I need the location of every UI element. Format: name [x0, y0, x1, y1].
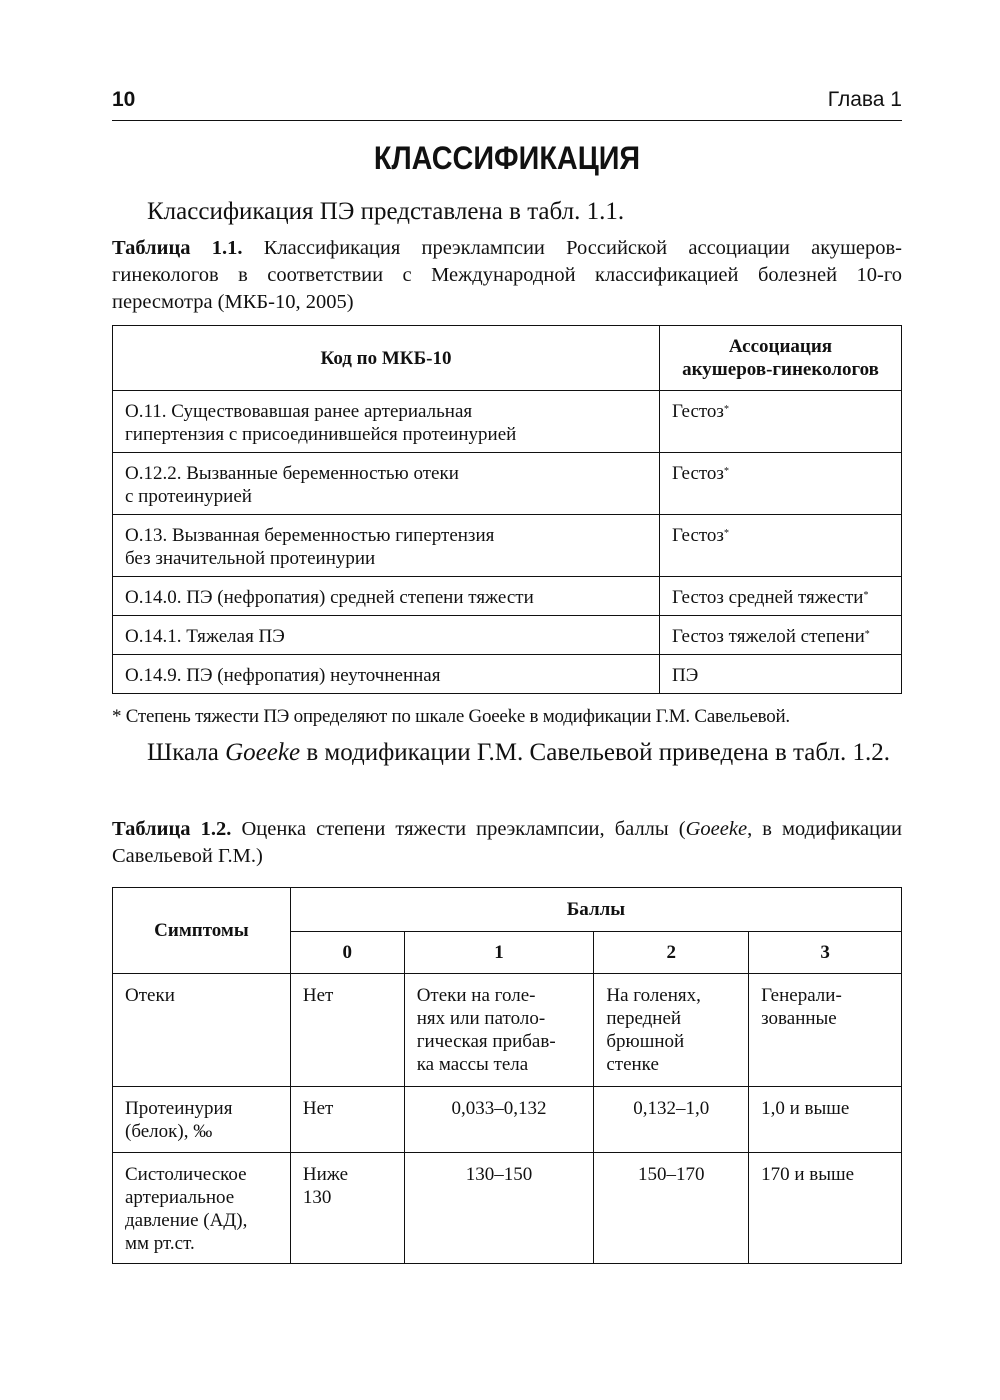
icd-code-cell — [113, 616, 660, 655]
table2-caption-text: , в модификации Савельевой Г.М.) — [112, 818, 902, 867]
cell-line: зованные — [761, 1008, 837, 1029]
chapter-label: Глава 1 — [827, 88, 902, 111]
association-term: Гестоз — [672, 401, 724, 422]
symptom-cell — [113, 1087, 291, 1153]
cell-line: На голенях, — [606, 985, 701, 1006]
icd-code-cell — [113, 391, 660, 453]
header-association-line1: Ассоциация — [728, 336, 833, 357]
page-number: 10 — [112, 88, 136, 111]
score-2-cell — [594, 1087, 749, 1153]
intro-paragraph: Классификация ПЭ представлена в табл. 1.1. — [147, 198, 625, 225]
footnote-mark: * — [723, 528, 729, 539]
association-term: Гестоз тяжелой степени — [672, 626, 865, 647]
footnote-mark: * — [864, 629, 870, 640]
cell-line: брюшной — [606, 1031, 685, 1052]
table2-caption-text: Оценка степени тяжести преэклампсии, баллы ( — [231, 818, 686, 840]
scale-name: Goeeke — [225, 739, 301, 766]
association-term: ПЭ — [672, 665, 699, 686]
cell-line: 130–150 — [465, 1164, 533, 1185]
table-row — [113, 391, 902, 453]
score-0-cell — [290, 974, 404, 1087]
table2-caption-label: Таблица 1.2. — [112, 818, 232, 840]
table-row — [113, 1153, 902, 1264]
score-2-cell — [594, 974, 749, 1087]
cell-line: ка массы тела — [416, 1054, 529, 1075]
table-row — [113, 1087, 902, 1153]
score-1-cell — [404, 1153, 594, 1264]
icd-code-line: O.13. Вызванная беременностью гипертензия — [125, 525, 495, 546]
cell-line: стенке — [606, 1054, 659, 1075]
cell-line: 150–170 — [637, 1164, 705, 1185]
association-term: Гестоз — [672, 525, 724, 546]
association-term: Гестоз — [672, 463, 724, 484]
score-3-cell — [749, 1087, 902, 1153]
cell-line: 1,0 и выше — [761, 1098, 850, 1119]
icd-code-line: O.14.0. ПЭ (нефропатия) средней степени тяжести — [125, 587, 534, 608]
severity-score-table — [112, 887, 902, 1264]
symptom-cell — [113, 974, 291, 1087]
icd-code-line: O.14.1. Тяжелая ПЭ — [125, 626, 285, 647]
score-3-cell — [749, 974, 902, 1087]
header-points: Баллы — [290, 888, 901, 932]
table2-caption-italic: Goeeke — [685, 818, 748, 840]
cell-line: 0,132–1,0 — [633, 1098, 710, 1119]
icd-code-cell — [113, 515, 660, 577]
scale-paragraph-text: Шкала — [147, 739, 226, 766]
header-association — [660, 326, 902, 391]
association-cell — [660, 391, 902, 453]
cell-line: (белок), ‰ — [125, 1121, 213, 1142]
icd-code-line: с протеинурией — [125, 486, 252, 507]
cell-line: давление (АД), — [125, 1210, 248, 1231]
cell-line: нях или патоло- — [416, 1008, 546, 1029]
table-row — [113, 616, 902, 655]
icd-code-line: без значительной протеинурии — [125, 548, 376, 569]
score-header: 0 — [290, 932, 404, 974]
header-association-line2: акушеров-гинекологов — [682, 359, 879, 380]
table1-caption-label: Таблица 1.1. — [112, 237, 243, 259]
cell-line: Нет — [302, 985, 334, 1006]
table2-caption — [112, 816, 902, 870]
table1-footnote: * Степень тяжести ПЭ определяют по шкале Goeeke в модификации Г.М. Савельевой. — [112, 706, 790, 727]
cell-line: Отеки на голе- — [416, 985, 536, 1006]
table1-caption-text: Классификация преэклампсии Российской ассоциации акушеров-гинекологов в соответствии с Международной классификацией болезней 10-го пересмотра (МКБ-10, 2005) — [112, 237, 903, 313]
association-cell — [660, 515, 902, 577]
icd-code-line: O.11. Существовавшая ранее артериальная — [125, 401, 473, 422]
icd-code-line: O.12.2. Вызванные беременностью отеки — [125, 463, 459, 484]
footnote-mark: * — [863, 590, 869, 601]
score-1-cell — [404, 1087, 594, 1153]
classification-table — [112, 325, 902, 694]
association-cell — [660, 616, 902, 655]
table-row — [113, 515, 902, 577]
footnote-mark: * — [723, 466, 729, 477]
scale-paragraph-text: в модификации Г.М. Савельевой приведена в табл. 1.2. — [300, 739, 890, 766]
association-term: Гестоз средней тяжести — [672, 587, 864, 608]
cell-line: 0,033–0,132 — [451, 1098, 547, 1119]
cell-line: Отеки — [125, 985, 175, 1006]
cell-line: Генерали- — [761, 985, 842, 1006]
score-2-cell — [594, 1153, 749, 1264]
association-cell — [660, 655, 902, 694]
icd-code-cell — [113, 577, 660, 616]
score-header: 2 — [594, 932, 749, 974]
association-cell — [660, 453, 902, 515]
header-symptoms: Симптомы — [113, 888, 291, 974]
icd-code-cell — [113, 655, 660, 694]
table-row — [113, 974, 902, 1087]
association-cell — [660, 577, 902, 616]
section-title: КЛАССИФИКАЦИЯ — [373, 140, 641, 176]
table1-caption — [112, 235, 902, 316]
cell-line: Систолическое — [125, 1164, 247, 1185]
running-header — [112, 88, 902, 121]
table-row — [113, 453, 902, 515]
icd-code-line: гипертензия с присоединившейся протеинурией — [125, 424, 517, 445]
table-row — [113, 655, 902, 694]
table-header-row — [113, 326, 902, 391]
score-header: 3 — [749, 932, 902, 974]
score-header: 1 — [404, 932, 594, 974]
cell-line: 130 — [302, 1187, 332, 1208]
table-header-row — [113, 888, 902, 932]
scale-paragraph — [112, 737, 902, 768]
cell-line: передней — [606, 1008, 682, 1029]
header-icd-code: Код по МКБ-10 — [113, 326, 660, 391]
cell-line: гическая прибав- — [416, 1031, 556, 1052]
cell-line: Протеинурия — [125, 1098, 233, 1119]
score-3-cell — [749, 1153, 902, 1264]
cell-line: Ниже — [302, 1164, 349, 1185]
score-1-cell — [404, 974, 594, 1087]
cell-line: мм рт.ст. — [125, 1233, 195, 1254]
footnote-mark: * — [723, 404, 729, 415]
cell-line: Нет — [302, 1098, 334, 1119]
score-0-cell — [290, 1153, 404, 1264]
table-row — [113, 577, 902, 616]
score-0-cell — [290, 1087, 404, 1153]
icd-code-cell — [113, 453, 660, 515]
symptom-cell — [113, 1153, 291, 1264]
cell-line: артериальное — [125, 1187, 235, 1208]
cell-line: 170 и выше — [761, 1164, 855, 1185]
icd-code-line: O.14.9. ПЭ (нефропатия) неуточненная — [125, 665, 441, 686]
